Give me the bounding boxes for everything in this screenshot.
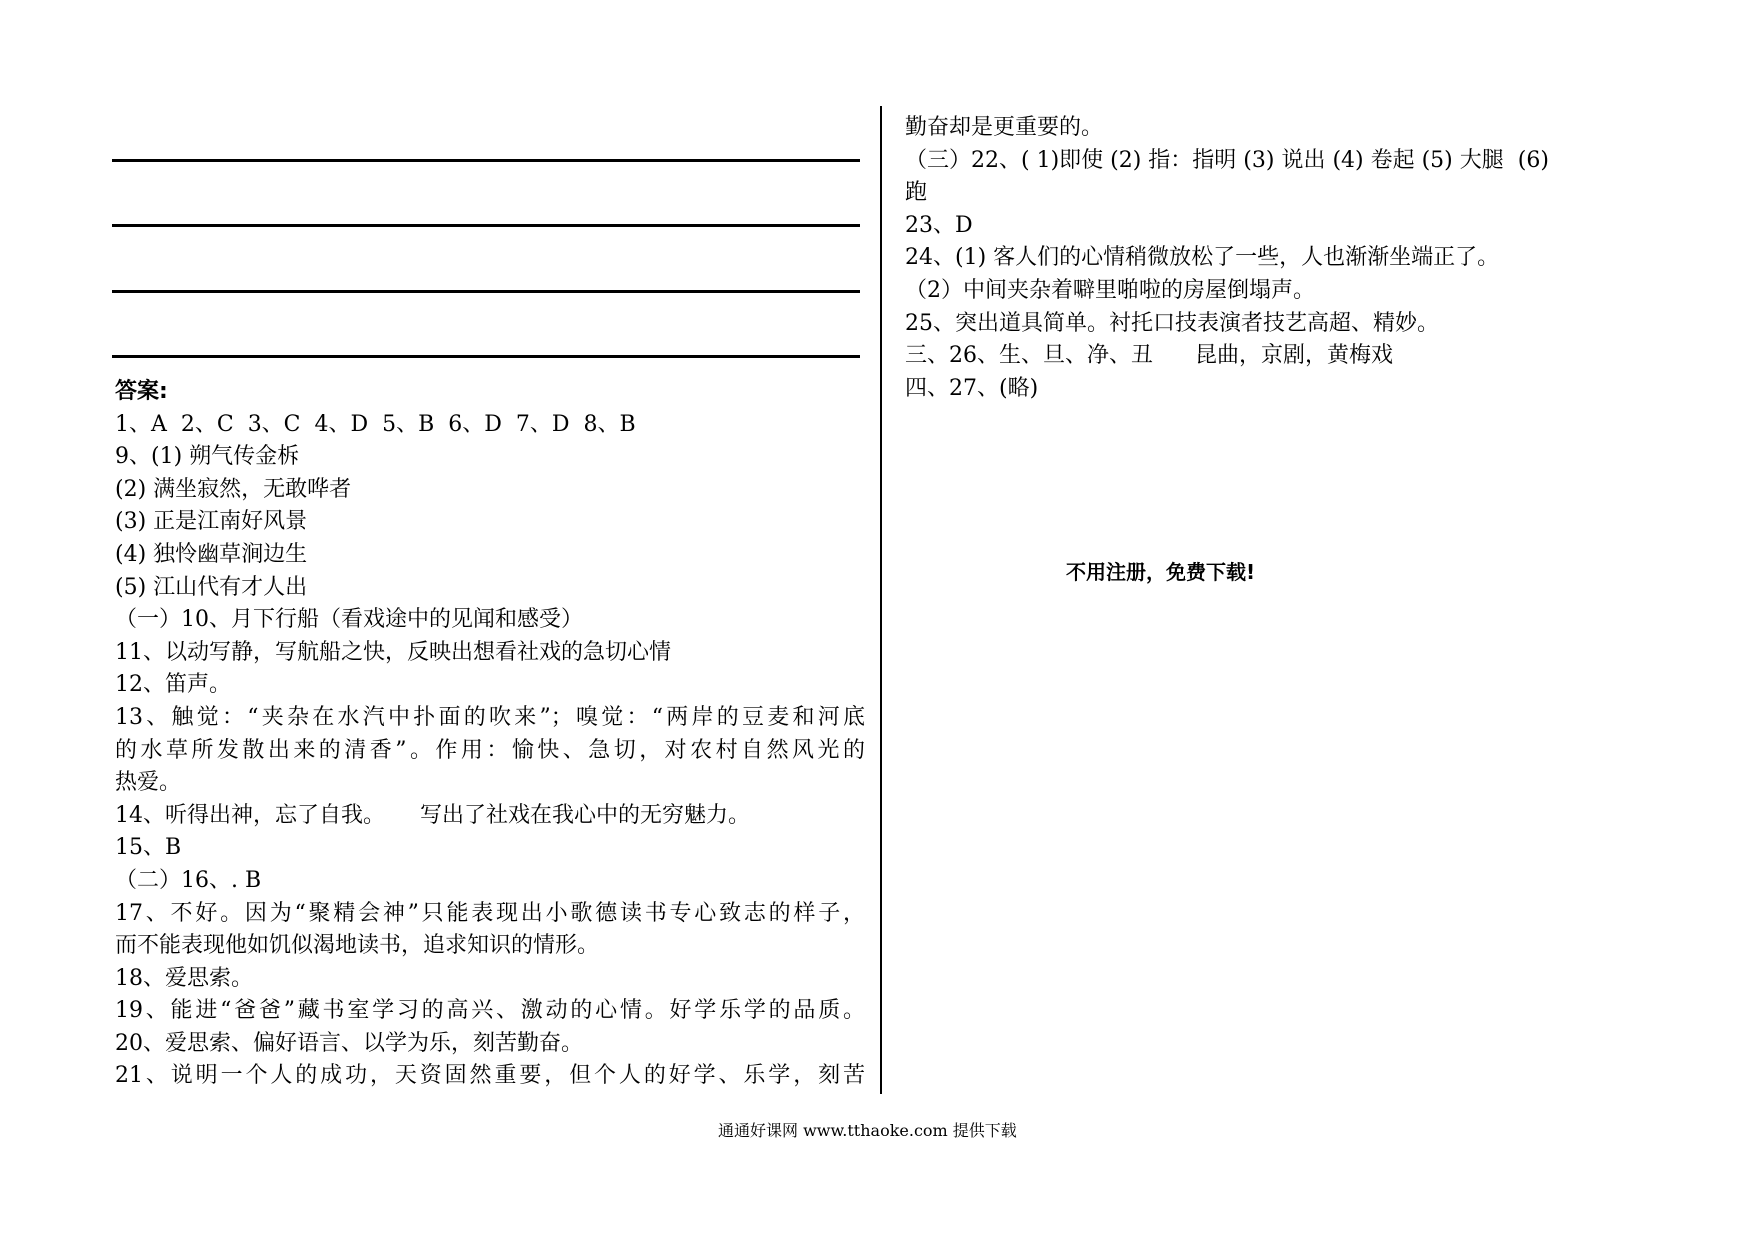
answer-line: 四、27、(略) [905,375,1039,401]
answer-line: 跑 [905,180,928,206]
answer-line: 而不能表现他如饥似渴地读书，追求知识的情形。 [115,933,600,959]
answer-line: 21、说明一个人的成功，天资固然重要，但个人的好学、乐学，刻苦 [115,1063,865,1089]
answer-line: 25、突出道具简单。衬托口技表演者技艺高超、精妙。 [905,310,1439,336]
answer-line: 热爱。 [115,770,182,796]
answer-line: 勤奋却是更重要的。 [905,115,1104,140]
answer-line: （2）中间夹杂着噼里啪啦的房屋倒塌声。 [905,277,1315,303]
answer-line: (2) 满坐寂然，无敢哗者 [115,476,352,502]
answer-line: 15、B [115,835,182,861]
free-download-notice: 不用注册，免费下载! [1066,560,1256,584]
answer-line: 18、爱思索。 [115,965,253,991]
column-divider [880,106,882,1094]
answer-line: 17、不好。因为“聚精会神”只能表现出小歌德读书专心致志的样子， [115,900,865,926]
left-column [115,376,865,1093]
answer-line: 12、笛声。 [115,672,231,698]
answers-heading: 答案: [115,379,168,404]
answer-line: 19、能进“爸爸”藏书室学习的高兴、激动的心情。好学乐学的品质。 [115,998,865,1024]
answer-line: （二）16、. B [115,867,262,893]
answer-line: 13、触觉：“夹杂在水汽中扑面的吹来”；嗅觉：“两岸的豆麦和河底 [115,704,865,730]
page-footer: 通通好课网 www.tthaoke.com 提供下载 [718,1121,1017,1140]
answer-line: 11、以动写静，写航船之快，反映出想看社戏的急切心情 [115,639,671,665]
answer-line: （一）10、月下行船（看戏途中的见闻和感受） [115,607,583,633]
answer-line-2 [112,224,860,227]
answer-line: 23、D [905,212,973,238]
answer-line: 1、A 2、C 3、C 4、D 5、B 6、D 7、D 8、B [115,411,636,437]
answer-line: (4) 独怜幽草涧边生 [115,541,308,567]
answer-line: 24、(1) 客人们的心情稍微放松了一些，人也渐渐坐端正了。 [905,245,1500,271]
answer-line: 的水草所发散出来的清香”。作用：愉快、急切，对农村自然风光的 [115,737,865,763]
answer-line: (3) 正是江南好风景 [115,509,308,535]
answer-line: 9、(1) 朔气传金柝 [115,444,300,470]
answer-line: （三）22、( 1)即使 (2) 指：指明 (3) 说出 (4) 卷起 (5) 大腿 (6) [905,147,1549,173]
answer-line: 20、爱思索、偏好语言、以学为乐，刻苦勤奋。 [115,1030,583,1056]
answer-line-3 [112,290,860,293]
answer-line-4 [112,355,860,358]
answer-line: 三、26、生、旦、净、丑 昆曲，京剧，黄梅戏 [905,343,1393,369]
right-column [905,112,1665,405]
answer-line: 14、听得出神，忘了自我。 写出了社戏在我心中的无穷魅力。 [115,802,750,828]
answer-line: (5) 江山代有才人出 [115,574,308,600]
answer-line-1 [112,159,860,162]
